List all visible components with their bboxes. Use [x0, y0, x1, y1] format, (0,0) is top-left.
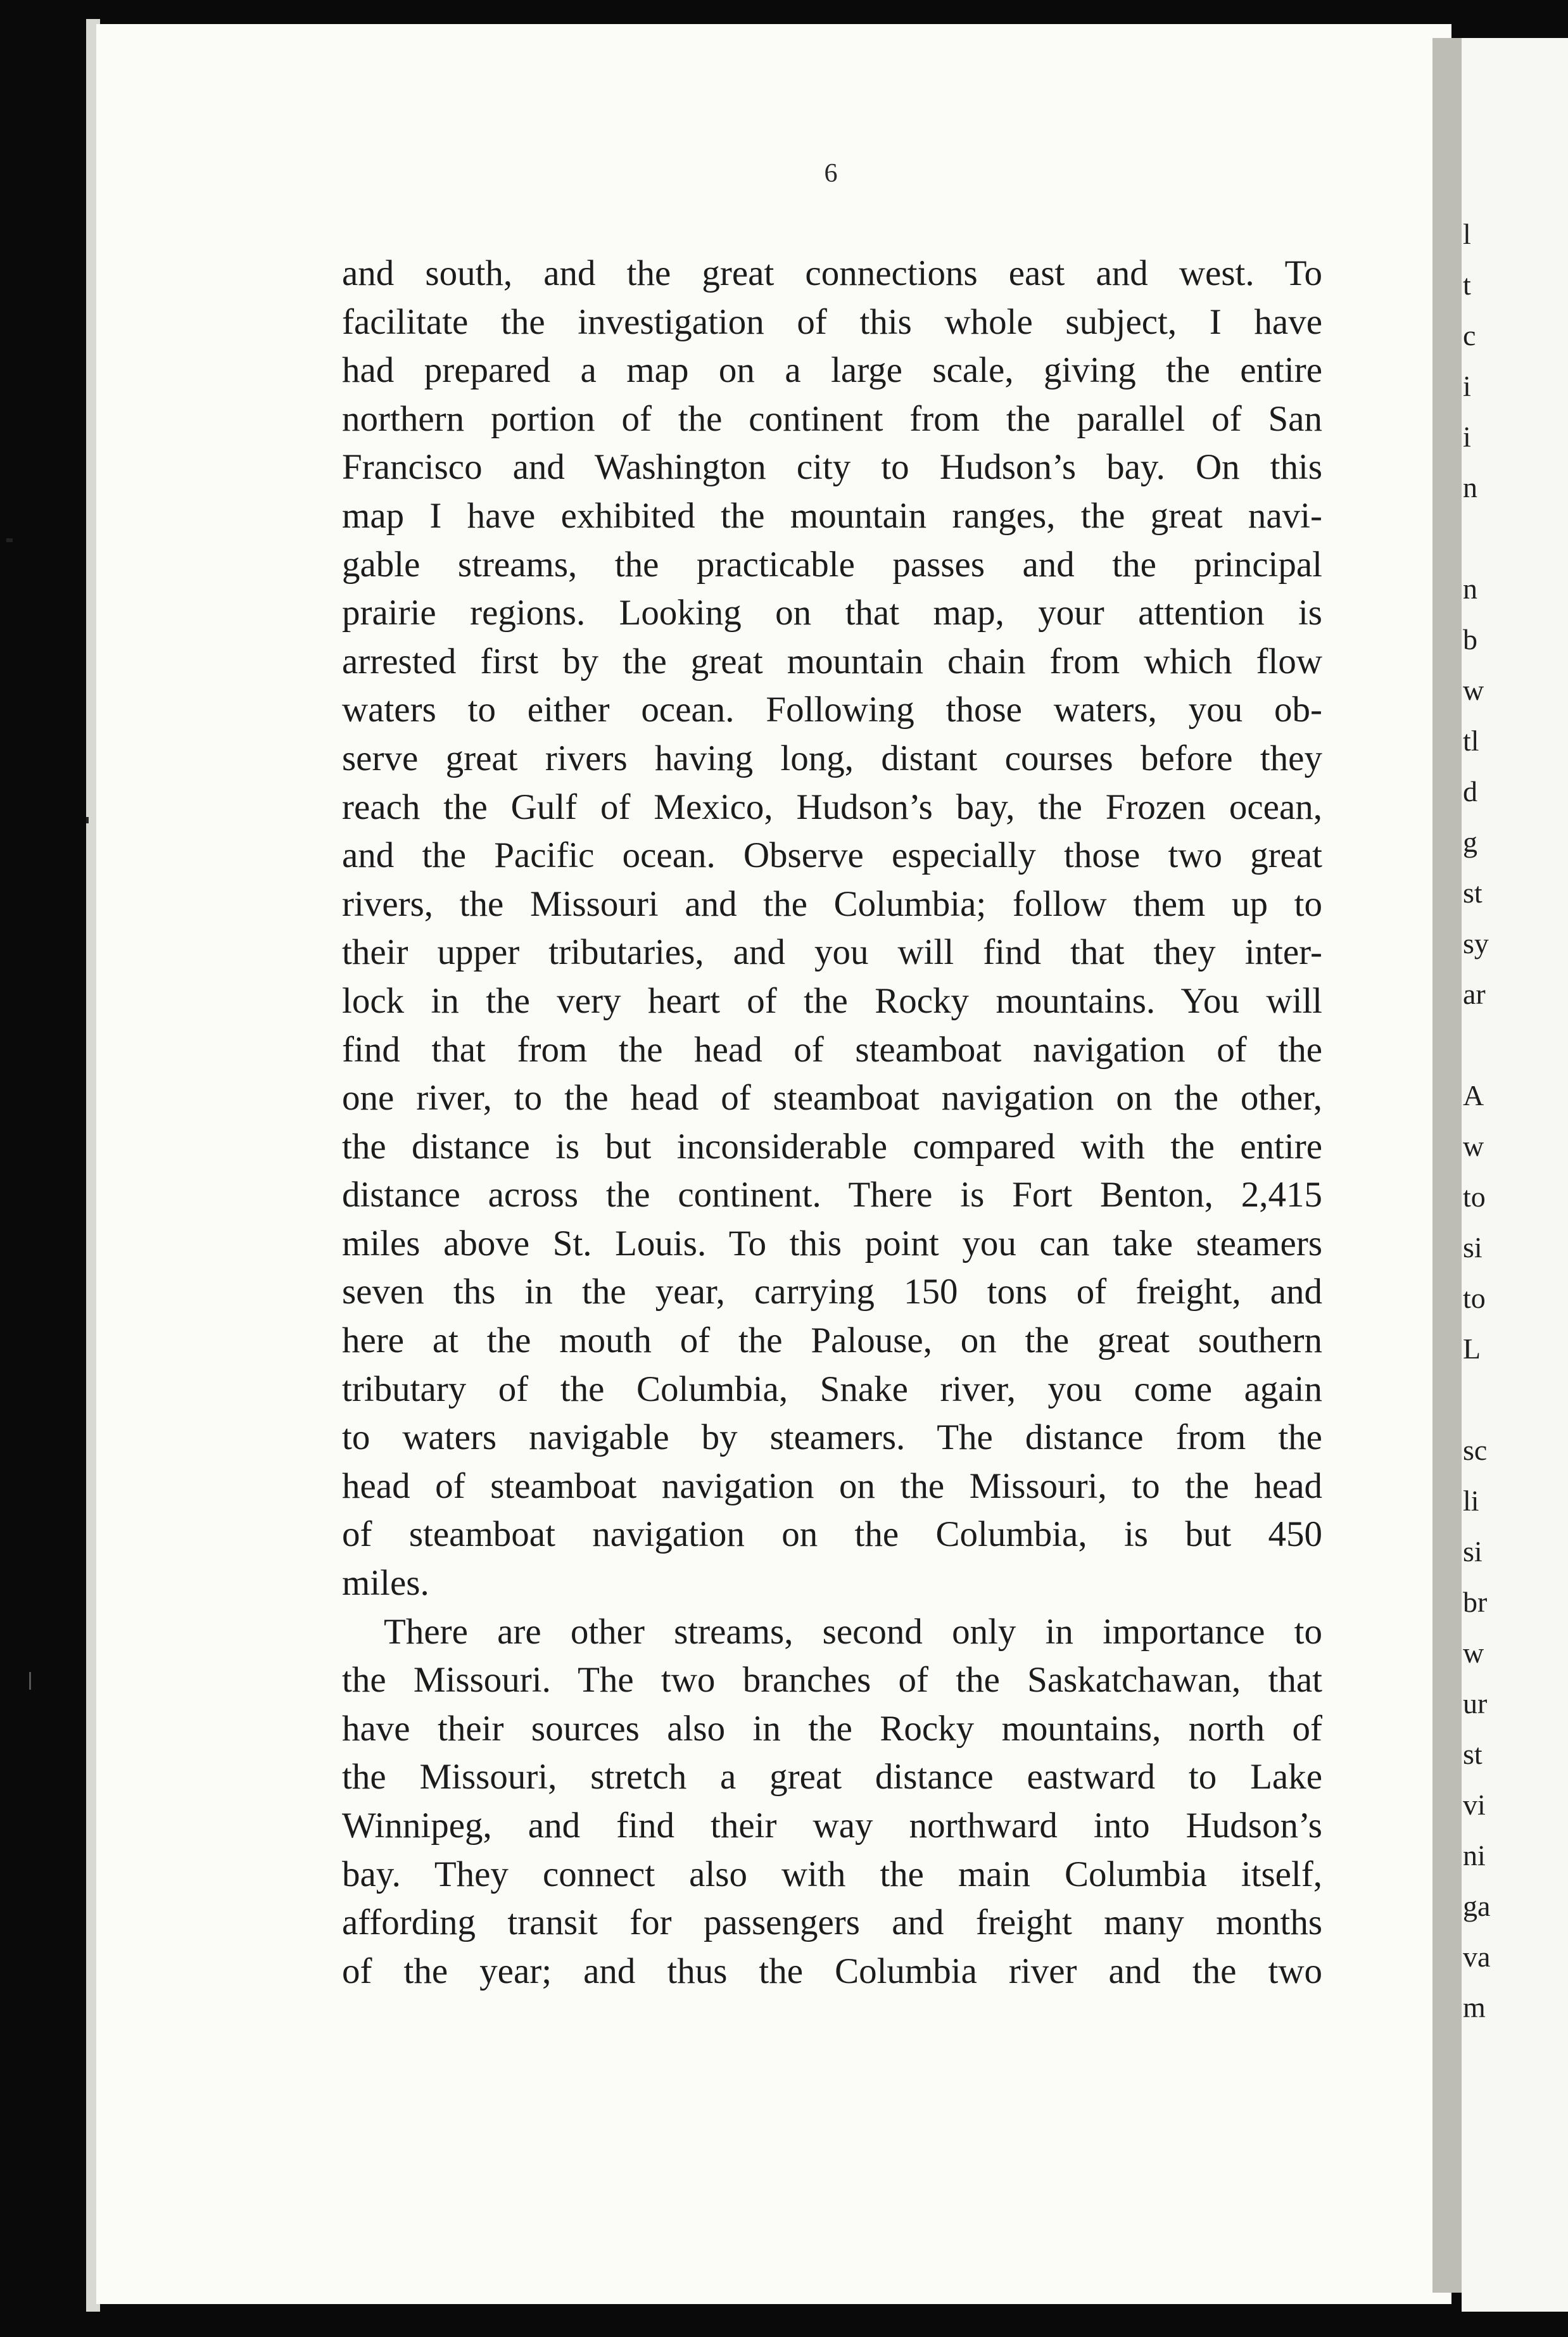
facing-page-text: i: [1463, 421, 1471, 453]
text-line: the distance is but inconsiderable compared with the entire: [342, 1126, 1322, 1167]
text-line: seven ths in the year, carrying 150 tons of freight, and: [342, 1272, 1322, 1312]
text-line: gable streams, the practicable passes and the principal: [342, 544, 1322, 585]
facing-page-text: c: [1463, 319, 1476, 352]
facing-page-text: li: [1463, 1485, 1479, 1517]
text-line: waters to either ocean. Following those waters, you ob-: [342, 690, 1322, 730]
text-line: head of steamboat navigation on the Missouri, to the head: [342, 1466, 1322, 1506]
facing-page-text: tl: [1463, 725, 1479, 757]
facing-page-text: to: [1463, 1181, 1486, 1213]
text-line: and the Pacific ocean. Observe especially those two great: [342, 835, 1322, 876]
text-line: find that from the head of steamboat navigation of the: [342, 1029, 1322, 1070]
body-text: [342, 250, 1322, 1996]
facing-page-text: ga: [1463, 1890, 1491, 1922]
facing-page-text: w: [1463, 1637, 1484, 1669]
text-line: to waters navigable by steamers. The distance from the: [342, 1417, 1322, 1458]
facing-page-text: ni: [1463, 1839, 1486, 1872]
facing-page-text: g: [1463, 826, 1477, 858]
text-line: facilitate the investigation of this whole subject, I have: [342, 301, 1322, 342]
text-line: one river, to the head of steamboat navigation on the other,: [342, 1078, 1322, 1118]
margin-mark: [29, 1672, 31, 1690]
facing-page-text: ar: [1463, 978, 1486, 1010]
facing-page-text: d: [1463, 775, 1477, 808]
facing-page-text: sy: [1463, 927, 1489, 960]
text-line: prairie regions. Looking on that map, your attention is: [342, 593, 1322, 633]
text-line: the Missouri, stretch a great distance eastward to Lake: [342, 1757, 1322, 1797]
text-line: miles above St. Louis. To this point you can take steamers: [342, 1223, 1322, 1264]
facing-page-text: st: [1463, 877, 1483, 909]
text-line: map I have exhibited the mountain ranges, the great navi-: [342, 495, 1322, 536]
text-line: have their sources also in the Rocky mountains, north of: [342, 1708, 1322, 1749]
text-line: and south, and the great connections east and west. To: [342, 253, 1322, 293]
paragraph: [342, 250, 1322, 1608]
text-line: arrested first by the great mountain chain from which flow: [342, 641, 1322, 681]
facing-page-text: sc: [1463, 1434, 1488, 1466]
facing-page-text: br: [1463, 1586, 1488, 1618]
text-line: There are other streams, second only in importance to: [384, 1611, 1322, 1652]
page-number: 6: [824, 159, 838, 188]
text-line: rivers, the Missouri and the Columbia; follow them up to: [342, 884, 1322, 924]
facing-page-text: n: [1463, 471, 1477, 504]
text-line: the Missouri. The two branches of the Saskatchawan, that: [342, 1660, 1322, 1700]
facing-page: [1462, 38, 1568, 2312]
text-line: distance across the continent. There is Fort Benton, 2,415: [342, 1175, 1322, 1215]
margin-mark: [86, 817, 89, 823]
text-line: Winnipeg, and find their way northward into Hudson’s: [342, 1806, 1322, 1846]
page-gutter-shadow: [1432, 38, 1462, 2293]
facing-page-text: si: [1463, 1231, 1483, 1264]
text-line: miles.: [342, 1563, 429, 1604]
facing-page-text: n: [1463, 573, 1477, 605]
text-line: tributary of the Columbia, Snake river, you come again: [342, 1369, 1322, 1409]
facing-page-text: t: [1463, 269, 1471, 301]
text-line: affording transit for passengers and freight many months: [342, 1903, 1322, 1943]
text-line: of the year; and thus the Columbia river and the two: [342, 1951, 1322, 1991]
text-line: bay. They connect also with the main Columbia itself,: [342, 1854, 1322, 1894]
facing-page-text: A: [1463, 1079, 1484, 1112]
facing-page-text: st: [1463, 1738, 1483, 1770]
text-line: Francisco and Washington city to Hudson’s bay. On this: [342, 447, 1322, 488]
facing-page-text: vi: [1463, 1789, 1486, 1821]
facing-page-text: va: [1463, 1941, 1491, 1973]
text-line: lock in the very heart of the Rocky mountains. You will: [342, 980, 1322, 1021]
text-line: serve great rivers having long, distant courses before they: [342, 738, 1322, 778]
facing-page-text: w: [1463, 1130, 1484, 1162]
paragraph: [342, 1608, 1322, 1996]
text-line: had prepared a map on a large scale, giving the entire: [342, 350, 1322, 391]
facing-page-text: b: [1463, 623, 1477, 656]
facing-page-text: w: [1463, 674, 1484, 706]
text-line: northern portion of the continent from the parallel of San: [342, 398, 1322, 439]
facing-page-text: L: [1463, 1333, 1481, 1365]
facing-page-text: m: [1463, 1991, 1486, 2024]
facing-page-text: i: [1463, 370, 1471, 402]
text-line: here at the mouth of the Palouse, on the great southern: [342, 1320, 1322, 1361]
text-line: their upper tributaries, and you will find that they inter-: [342, 932, 1322, 973]
facing-page-text: l: [1463, 218, 1471, 250]
facing-page-text: ur: [1463, 1687, 1488, 1720]
margin-mark: [6, 538, 13, 542]
facing-page-text: to: [1463, 1282, 1486, 1314]
facing-page-text: si: [1463, 1535, 1483, 1568]
text-line: of steamboat navigation on the Columbia, is but 450: [342, 1514, 1322, 1555]
text-line: reach the Gulf of Mexico, Hudson’s bay, the Frozen ocean,: [342, 787, 1322, 827]
